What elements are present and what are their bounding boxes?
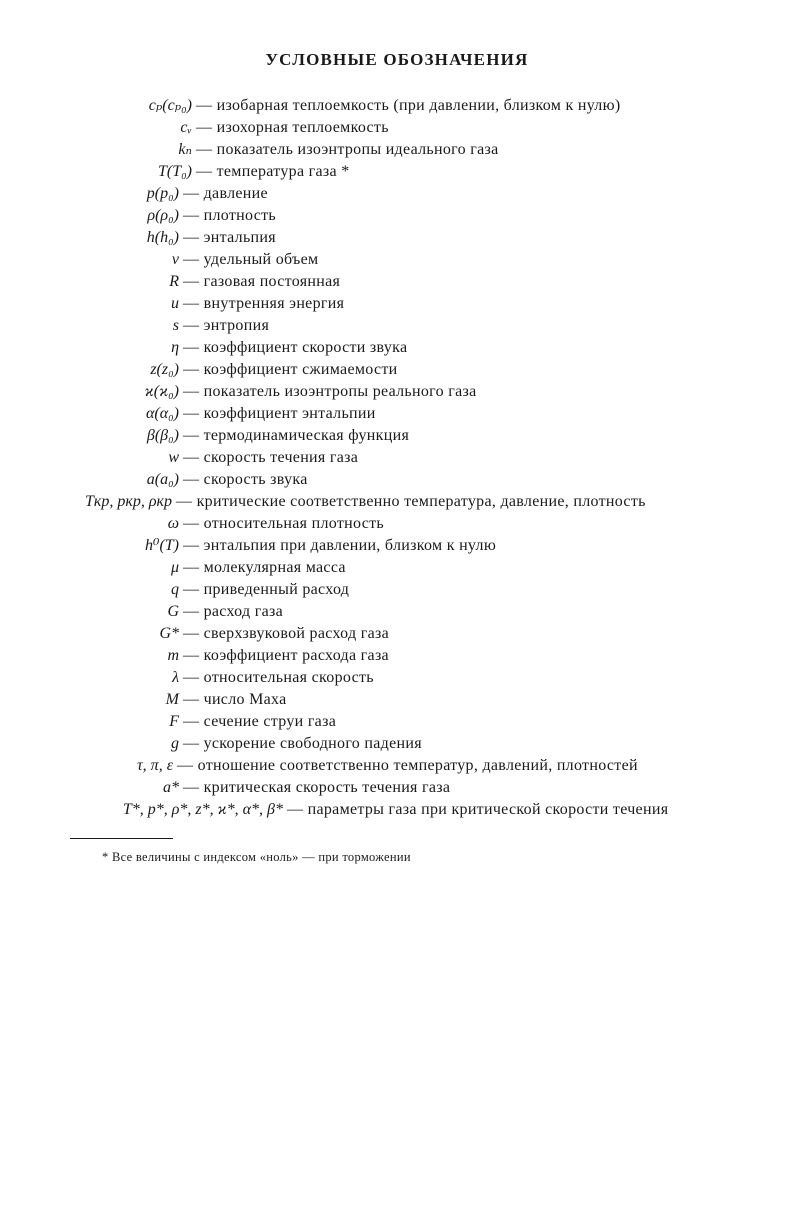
symbol-description: — изохорная теплоемкость — [196, 119, 389, 136]
page-title: УСЛОВНЫЕ ОБОЗНАЧЕНИЯ — [265, 50, 529, 69]
symbol-description: — скорость звука — [183, 471, 308, 488]
symbol-notation: α(α₀) — [145, 405, 179, 422]
symbol-notation: cₚ(cₚ₀) — [148, 97, 192, 114]
symbol-row — [0, 513, 794, 535]
footnote: * Все величины с индексом «ноль» — при торможении — [102, 850, 411, 864]
symbol-row — [0, 381, 794, 403]
symbol-row — [0, 755, 794, 777]
symbol-description: — энтальпия — [183, 229, 276, 246]
symbol-description: — газовая постоянная — [183, 273, 341, 290]
symbol-description: — число Маха — [183, 691, 287, 708]
symbol-description: — критическая скорость течения газа — [183, 779, 451, 796]
footnote-divider — [70, 838, 173, 839]
symbol-row — [0, 711, 794, 733]
symbol-description: — расход газа — [183, 603, 284, 620]
symbol-notation: Tкр, pкр, ρкр — [84, 493, 172, 510]
symbol-notation: a(a₀) — [146, 471, 179, 488]
symbol-row — [0, 293, 794, 315]
symbol-row — [0, 205, 794, 227]
symbol-description: — термодинамическая функция — [183, 427, 410, 444]
symbol-row — [0, 95, 794, 117]
symbol-description: — критические соответственно температура, давление, плотность — [176, 493, 646, 510]
symbol-row — [0, 645, 794, 667]
symbol-notation: F — [169, 713, 179, 730]
symbol-description: — внутренняя энергия — [183, 295, 345, 312]
symbol-row — [0, 117, 794, 139]
symbol-notation: p(p₀) — [146, 185, 179, 202]
symbol-row — [0, 777, 794, 799]
symbol-notation: T*, p*, ρ*, z*, ϰ*, α*, β* — [122, 801, 283, 818]
symbol-row — [0, 579, 794, 601]
symbol-notation: m — [167, 647, 179, 664]
symbol-row — [0, 799, 794, 821]
symbol-row — [0, 447, 794, 469]
symbol-notation: μ — [170, 559, 179, 576]
symbol-description: — параметры газа при критической скорости течения — [287, 801, 669, 818]
symbol-row — [0, 183, 794, 205]
symbol-row — [0, 315, 794, 337]
symbol-description: — показатель изоэнтропы реального газа — [183, 383, 477, 400]
symbol-row — [0, 403, 794, 425]
symbol-description: — отношение соответственно температур, давлений, плотностей — [177, 757, 638, 774]
symbol-notation: h(h₀) — [146, 229, 179, 246]
symbol-notation: kₙ — [178, 141, 192, 158]
symbol-row — [0, 359, 794, 381]
symbol-notation: a* — [163, 779, 179, 796]
symbol-row — [0, 161, 794, 183]
symbol-description: — показатель изоэнтропы идеального газа — [196, 141, 499, 158]
symbol-notation: G* — [159, 625, 179, 642]
symbol-row — [0, 623, 794, 645]
symbol-row — [0, 271, 794, 293]
symbol-notation: ϰ(ϰ₀) — [144, 383, 179, 400]
symbol-row — [0, 601, 794, 623]
symbol-description: — ускорение свободного падения — [183, 735, 422, 752]
symbol-description: — коэффициент энтальпии — [183, 405, 376, 422]
symbol-row — [0, 689, 794, 711]
symbol-row — [0, 667, 794, 689]
symbol-list — [0, 95, 794, 821]
symbol-row — [0, 337, 794, 359]
symbol-notation: T(T₀) — [157, 163, 192, 180]
symbol-description: — сечение струи газа — [183, 713, 337, 730]
symbol-description: — плотность — [183, 207, 276, 224]
symbol-notation: v — [171, 251, 179, 268]
symbol-row — [0, 425, 794, 447]
symbol-notation: cᵥ — [180, 119, 192, 136]
symbol-row — [0, 733, 794, 755]
symbol-row — [0, 139, 794, 161]
symbol-description: — относительная скорость — [183, 669, 374, 686]
symbol-description: — энтропия — [183, 317, 270, 334]
symbol-description: — изобарная теплоемкость (при давлении, близком к нулю) — [196, 97, 621, 114]
symbol-description: — удельный объем — [183, 251, 319, 268]
symbol-row — [0, 249, 794, 271]
symbol-notation: R — [169, 273, 179, 290]
symbol-notation: z(z₀) — [150, 361, 179, 378]
symbol-row — [0, 469, 794, 491]
symbol-description: — энтальпия при давлении, близком к нулю — [183, 537, 497, 554]
symbol-description: — коэффициент скорости звука — [183, 339, 408, 356]
symbol-notation: β(β₀) — [146, 427, 179, 444]
symbol-notation: w — [168, 449, 179, 466]
symbol-description: — приведенный расход — [183, 581, 350, 598]
symbol-notation: u — [171, 295, 179, 312]
symbol-row — [0, 535, 794, 557]
symbol-row — [0, 227, 794, 249]
symbol-description: — коэффициент расхода газа — [183, 647, 389, 664]
symbol-notation: s — [172, 317, 179, 334]
symbol-notation: ρ(ρ₀) — [147, 207, 179, 224]
symbol-description: — скорость течения газа — [183, 449, 359, 466]
symbol-description: — температура газа * — [196, 163, 350, 180]
symbol-notation: ω — [167, 515, 179, 532]
symbol-description: — давление — [183, 185, 268, 202]
symbol-notation: M — [165, 691, 179, 708]
symbol-row — [0, 491, 794, 513]
symbol-notation: τ, π, ε — [136, 757, 173, 774]
symbol-notation: G — [167, 603, 179, 620]
symbol-description: — молекулярная масса — [183, 559, 346, 576]
symbol-description: — коэффициент сжимаемости — [183, 361, 398, 378]
symbol-description: — относительная плотность — [183, 515, 384, 532]
symbol-description: — сверхзвуковой расход газа — [183, 625, 389, 642]
symbol-row — [0, 557, 794, 579]
symbol-notation: λ — [172, 669, 179, 686]
symbol-notation: q — [171, 581, 179, 598]
symbol-notation: η — [171, 339, 179, 356]
symbol-notation: h⁰(T) — [145, 537, 179, 554]
symbol-notation: g — [171, 735, 179, 752]
